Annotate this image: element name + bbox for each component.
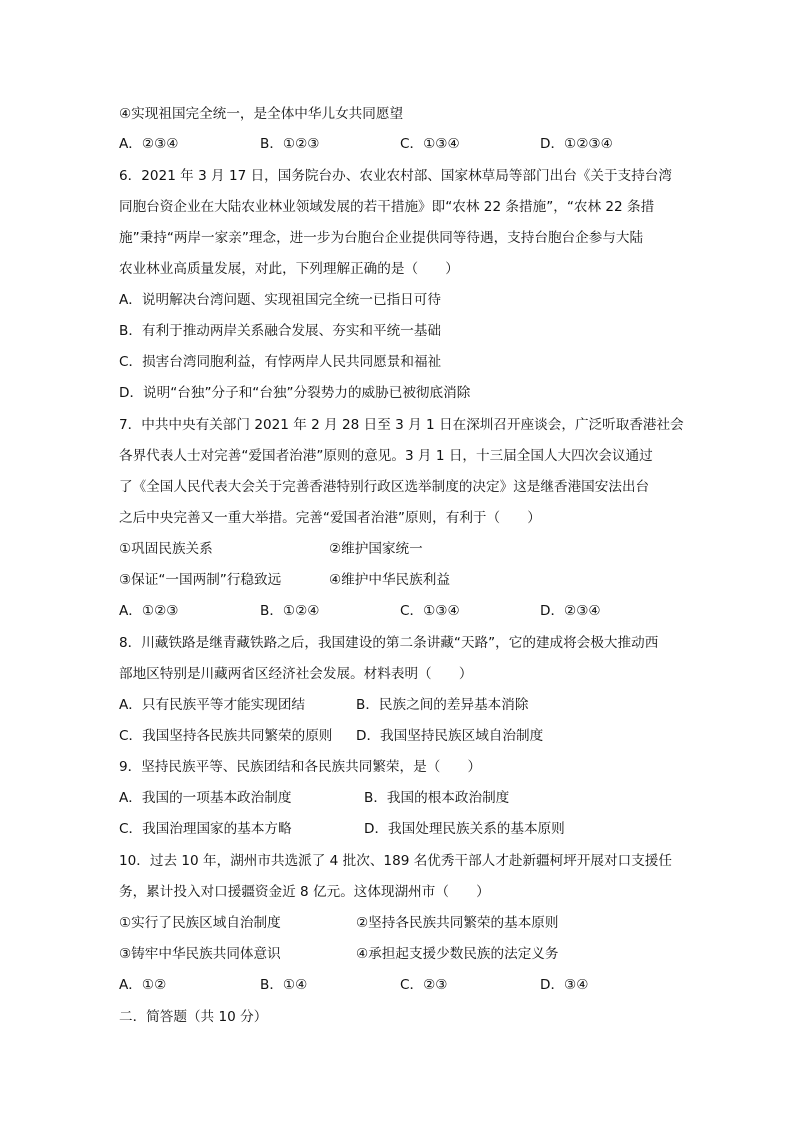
q9-options-row-1 <box>119 789 679 807</box>
q7-items-row-1 <box>119 540 679 558</box>
q8-option-b[interactable]: B．民族之间的差异基本消除 <box>356 697 529 713</box>
q7-item-2: ②维护国家统一 <box>329 541 423 557</box>
q7-option-a[interactable]: A．①②③ <box>119 603 179 619</box>
q6-option-d[interactable]: D．说明“台独”分子和“台独”分裂势力的威胁已被彻底消除 <box>119 385 471 401</box>
q7-items-row-2 <box>119 571 679 589</box>
q9-option-b[interactable]: B．我国的根本政治制度 <box>364 790 510 806</box>
q8-stem-line-1: 8．川藏铁路是继青藏铁路之后，我国建设的第二条讲藏“天路”，它的建成将会极大推动西 <box>119 635 659 651</box>
q8-option-a[interactable]: A．只有民族平等才能实现团结 <box>119 697 306 713</box>
q6-stem-line-4: 农业林业高质量发展，对此，下列理解正确的是（ ） <box>119 261 459 277</box>
q10-option-a[interactable]: A．①② <box>119 977 167 993</box>
q7-option-b[interactable]: B．①②④ <box>260 603 320 619</box>
q8-stem-line-2: 部地区特别是川藏两省区经济社会发展。材料表明（ ） <box>119 666 473 682</box>
q5-option-d[interactable]: D．①②③④ <box>540 136 613 152</box>
q7-item-1: ①巩固民族关系 <box>119 541 213 557</box>
q8-options-row-2 <box>119 727 679 745</box>
q10-item-1: ①实行了民族区域自治制度 <box>119 915 281 931</box>
q5-option-c[interactable]: C．①③④ <box>400 136 460 152</box>
q5-option-a[interactable]: A．②③④ <box>119 136 179 152</box>
q7-option-c[interactable]: C．①③④ <box>400 603 460 619</box>
q10-option-d[interactable]: D．③④ <box>540 977 589 993</box>
q7-stem-line-3: 了《全国人民代表大会关于完善香港特别行政区选举制度的决定》这是继香港国安法出台 <box>119 479 650 495</box>
q9-stem-line-1: 9．坚持民族平等、民族团结和各民族共同繁荣，是（ ） <box>119 759 482 775</box>
section-2-title: 二．简答题（共 10 分） <box>119 1009 268 1025</box>
q7-stem-line-4: 之后中央完善又一重大举措。完善“爱国者治港”原则，有利于（ ） <box>119 510 541 526</box>
q6-option-b[interactable]: B．有利于推动两岸关系融合发展、夯实和平统一基础 <box>119 323 441 339</box>
q10-item-4: ④承担起支援少数民族的法定义务 <box>356 946 559 962</box>
q5-options <box>119 135 679 153</box>
q10-option-c[interactable]: C．②③ <box>400 977 448 993</box>
q5-option-b[interactable]: B．①②③ <box>260 136 320 152</box>
q5-item-4: ④实现祖国完全统一，是全体中华儿女共同愿望 <box>119 106 404 122</box>
q6-option-c[interactable]: C．损害台湾同胞利益，有悖两岸人民共同愿景和福祉 <box>119 354 442 370</box>
q9-option-d[interactable]: D．我国处理民族关系的基本原则 <box>364 821 565 837</box>
q7-stem-line-1: 7．中共中央有关部门 2021 年 2 月 28 日至 3 月 1 日在深圳召开座谈会，广泛听取香港社会 <box>119 417 684 433</box>
q7-stem-line-2: 各界代表人士对完善“爱国者治港”原则的意见。3 月 1 日，十三届全国人大四次会议通过 <box>119 448 653 464</box>
q7-item-3: ③保证“一国两制”行稳致远 <box>119 572 282 588</box>
q7-option-d[interactable]: D．②③④ <box>540 603 601 619</box>
q8-options-row-1 <box>119 696 679 714</box>
q10-items-row-2 <box>119 945 679 963</box>
q8-option-c[interactable]: C．我国坚持各民族共同繁荣的原则 <box>119 728 333 744</box>
q10-items-row-1 <box>119 914 679 932</box>
q8-option-d[interactable]: D．我国坚持民族区域自治制度 <box>356 728 544 744</box>
q10-option-b[interactable]: B．①④ <box>260 977 308 993</box>
q10-options <box>119 976 679 994</box>
q10-stem-line-2: 务，累计投入对口援疆资金近 8 亿元。这体现湖州市（ ） <box>119 884 490 900</box>
q6-option-a[interactable]: A．说明解决台湾问题、实现祖国完全统一已指日可待 <box>119 292 441 308</box>
q9-option-a[interactable]: A．我国的一项基本政治制度 <box>119 790 292 806</box>
q6-stem-line-1: 6．2021 年 3 月 17 日，国务院台办、农业农村部、国家林草局等部门出台《关于支持台湾 <box>119 168 672 184</box>
q7-options <box>119 602 679 620</box>
q9-option-c[interactable]: C．我国治理国家的基本方略 <box>119 821 292 837</box>
q6-stem-line-3: 施”秉持“两岸一家亲”理念，进一步为台胞台企业提供同等待遇，支持台胞台企参与大陆 <box>119 230 644 246</box>
q10-item-2: ②坚持各民族共同繁荣的基本原则 <box>356 915 559 931</box>
q10-stem-line-1: 10．过去 10 年，湖州市共选派了 4 批次、189 名优秀干部人才赴新疆柯坪开展对口支援任 <box>119 853 672 869</box>
q10-item-3: ③铸牢中华民族共同体意识 <box>119 946 281 962</box>
q7-item-4: ④维护中华民族利益 <box>329 572 450 588</box>
q9-options-row-2 <box>119 820 679 838</box>
q6-stem-line-2: 同胞台资企业在大陆农业林业领域发展的若干措施》即“农林 22 条措施”，“农林 22 条措 <box>119 199 655 215</box>
